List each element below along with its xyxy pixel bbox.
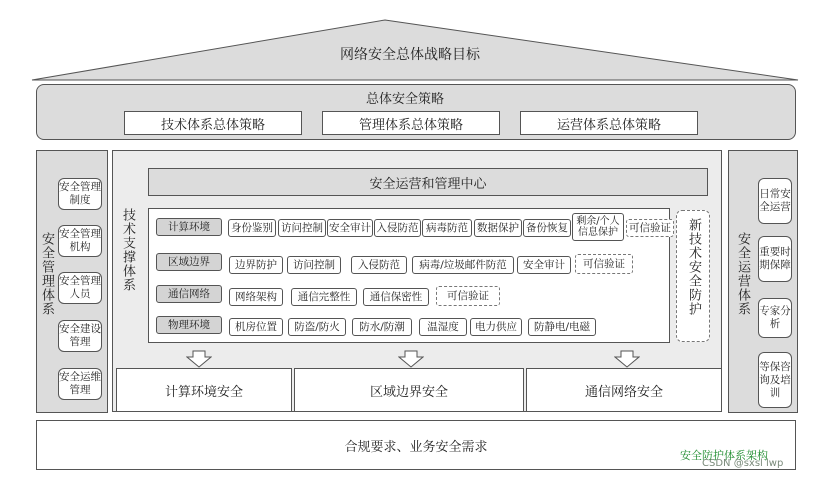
- control-tag: 电力供应: [470, 318, 522, 336]
- trusted-verify-tag: 可信验证: [575, 254, 633, 274]
- mgmt-item: 安全建设管理: [58, 320, 102, 352]
- control-tag: 入侵防范: [374, 219, 421, 237]
- control-tag: 通信完整性: [291, 288, 357, 306]
- control-tag: 病毒/垃圾邮件防范: [412, 256, 514, 274]
- control-tag: 访问控制: [278, 219, 326, 237]
- tech-strategy-box: 技术体系总体策略: [124, 111, 302, 135]
- compute-env-security-box: 计算环境安全: [116, 368, 292, 412]
- mgmt-item: 安全管理人员: [58, 272, 102, 304]
- ops-item: 重要时期保障: [758, 236, 792, 282]
- control-tag: 网络架构: [229, 288, 283, 306]
- control-tag: 访问控制: [287, 256, 341, 274]
- control-tag: 安全审计: [517, 256, 571, 274]
- tech-support-title: 技术支撑体系: [120, 208, 135, 292]
- control-tag: 病毒防范: [422, 219, 472, 237]
- trusted-verify-tag: 可信验证: [626, 219, 674, 237]
- mgmt-system-title: 安全管理体系: [39, 232, 54, 316]
- control-tag: 数据保护: [474, 219, 522, 237]
- control-tag: 通信保密性: [363, 288, 429, 306]
- control-tag: 边界防护: [229, 256, 283, 274]
- control-tag: 剩余/个人信息保护: [572, 213, 624, 241]
- ops-strategy-box: 运营体系总体策略: [520, 111, 698, 135]
- control-tag: 防静电/电磁: [528, 318, 596, 336]
- control-tag: 备份恢复: [523, 219, 571, 237]
- ops-item: 专家分析: [758, 298, 792, 338]
- watermark-title: 安全防护体系架构: [680, 449, 768, 462]
- region-boundary-security-box: 区域边界安全: [294, 368, 524, 412]
- control-tag: 防水/防潮: [352, 318, 412, 336]
- row-head: 计算环境: [156, 218, 222, 236]
- new-tech-label: 新技术安全防护: [686, 218, 701, 316]
- row-head: 区域边界: [156, 253, 222, 271]
- ops-item: 日常安全运营: [758, 178, 792, 224]
- control-tag: 机房位置: [229, 318, 283, 336]
- comm-network-security-box: 通信网络安全: [526, 368, 722, 412]
- control-tag: 防盗/防火: [288, 318, 346, 336]
- ops-system-title: 安全运营体系: [735, 232, 750, 316]
- control-tag: 安全审计: [327, 219, 373, 237]
- mgmt-item: 安全管理机构: [58, 225, 102, 257]
- down-arrow-icon: [614, 350, 640, 368]
- soc-center-box: 安全运营和管理中心: [148, 168, 708, 196]
- roof-title: 网络安全总体战略目标: [340, 47, 480, 63]
- control-tag: 入侵防范: [351, 256, 407, 274]
- down-arrow-icon: [186, 350, 212, 368]
- watermark-source: CSDN @sxsl lwp: [702, 458, 784, 469]
- down-arrow-icon: [398, 350, 424, 368]
- overall-strategy-title: 总体安全策略: [365, 91, 444, 107]
- mgmt-strategy-box: 管理体系总体策略: [322, 111, 500, 135]
- row-head: 通信网络: [156, 285, 222, 303]
- row-head: 物理环境: [156, 316, 222, 334]
- control-tag: 身份鉴别: [228, 219, 276, 237]
- trusted-verify-tag: 可信验证: [436, 286, 500, 306]
- foundation-box: 合规要求、业务安全需求: [36, 420, 796, 470]
- control-tag: 温湿度: [419, 318, 467, 336]
- ops-item: 等保咨询及培训: [758, 352, 792, 408]
- mgmt-item: 安全管理制度: [58, 178, 102, 210]
- mgmt-item: 安全运维管理: [58, 368, 102, 400]
